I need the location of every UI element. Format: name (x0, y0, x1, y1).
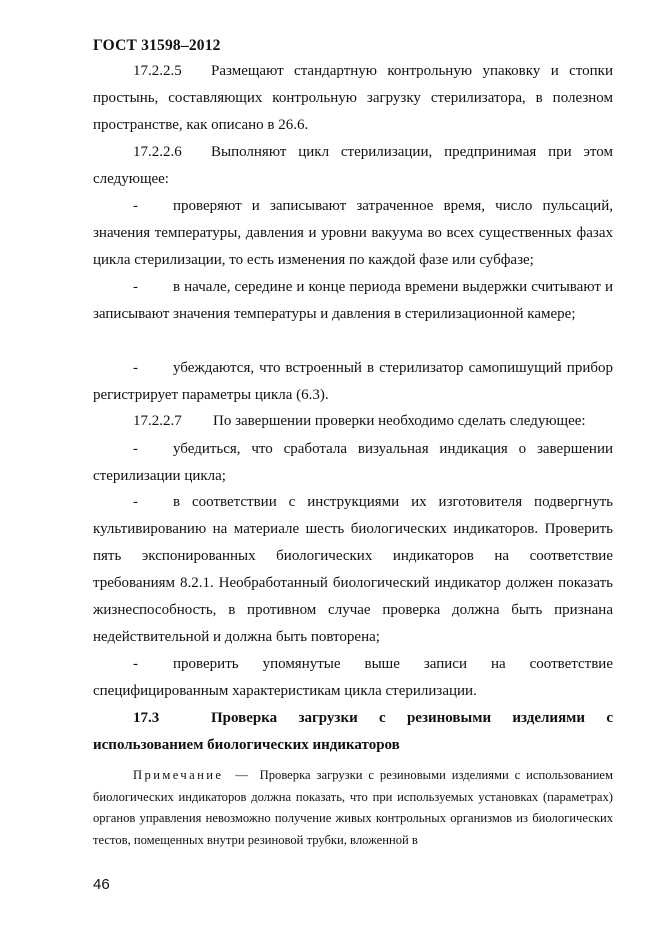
list-item (93, 274, 613, 328)
paragraph-text: Выполняют цикл стерилизации, предпринимая при этом следующее: (93, 144, 613, 187)
list-dash: - (133, 441, 138, 457)
note-separator: — (235, 768, 248, 782)
list-item-text: в начале, середине и конце периода времени выдержки считывают и записывают значения температуры и давления в стерилизационной камере; (93, 279, 613, 322)
note-block (93, 765, 613, 851)
section-title: Проверка загрузки с резиновыми изделиями с использованием биологических индикаторов (93, 710, 613, 753)
page-number: 46 (93, 876, 110, 893)
list-dash: - (133, 656, 138, 672)
section-number: 17.3 (133, 710, 160, 726)
list-item-text: проверить упомянутые выше записи на соответствие специфицированным характеристикам цикла стерилизации. (93, 656, 613, 699)
list-dash: - (133, 494, 138, 510)
list-dash: - (133, 198, 138, 214)
list-item-text: в соответствии с инструкциями их изготовителя подвергнуть культивированию на материале шесть биологических индикаторов. Проверить пять экспонированных биологических индикаторов на соответствие требованиям 8.2.1. Необработанный биологический индикатор должен показать жизнеспособность, в противном случае проверка должна быть признана недействительной и должна быть повторена; (93, 494, 613, 645)
list-item-text: убеждаются, что встроенный в стерилизатор самопишущий прибор регистрирует параметры цикла (6.3). (93, 360, 613, 403)
clause-number: 17.2.2.6 (133, 144, 182, 160)
paragraph-17-2-2-6 (93, 139, 613, 193)
paragraph-text: Размещают стандартную контрольную упаковку и стопки простынь, составляющих контрольную загрузку стерилизатора, в полезном пространстве, как описано в 26.6. (93, 63, 613, 133)
clause-number: 17.2.2.7 (133, 413, 182, 429)
list-item (93, 651, 613, 705)
list-item-text: проверяют и записывают затраченное время, число пульсаций, значения температуры, давления и уровни вакуума во всех существенных фазах цикла стерилизации, то есть изменения по каждой фазе или субфазе; (93, 198, 613, 268)
list-item (93, 193, 613, 274)
clause-number: 17.2.2.5 (133, 63, 182, 79)
list-item (93, 489, 613, 651)
note-label: Примечание (133, 768, 224, 782)
list-dash: - (133, 360, 138, 376)
paragraph-17-2-2-7 (93, 408, 613, 435)
paragraph-text: По завершении проверки необходимо сделать следующее: (213, 413, 586, 429)
note-text: Проверка загрузки с резиновыми изделиями с использованием биологических индикаторов должна показать, что при используемых установках (параметрах) органов управления невозможно получение живых контрольных организмов из биологических тестов, помещенных внутри резиновой трубки, вложенной в (93, 768, 613, 847)
paragraph-17-2-2-5 (93, 58, 613, 139)
list-item (93, 436, 613, 490)
document-header: ГОСТ 31598–2012 (93, 37, 221, 54)
list-item-text: убедиться, что сработала визуальная индикация о завершении стерилизации цикла; (93, 441, 613, 484)
list-item (93, 355, 613, 409)
section-heading-17-3 (93, 705, 613, 759)
list-dash: - (133, 279, 138, 295)
